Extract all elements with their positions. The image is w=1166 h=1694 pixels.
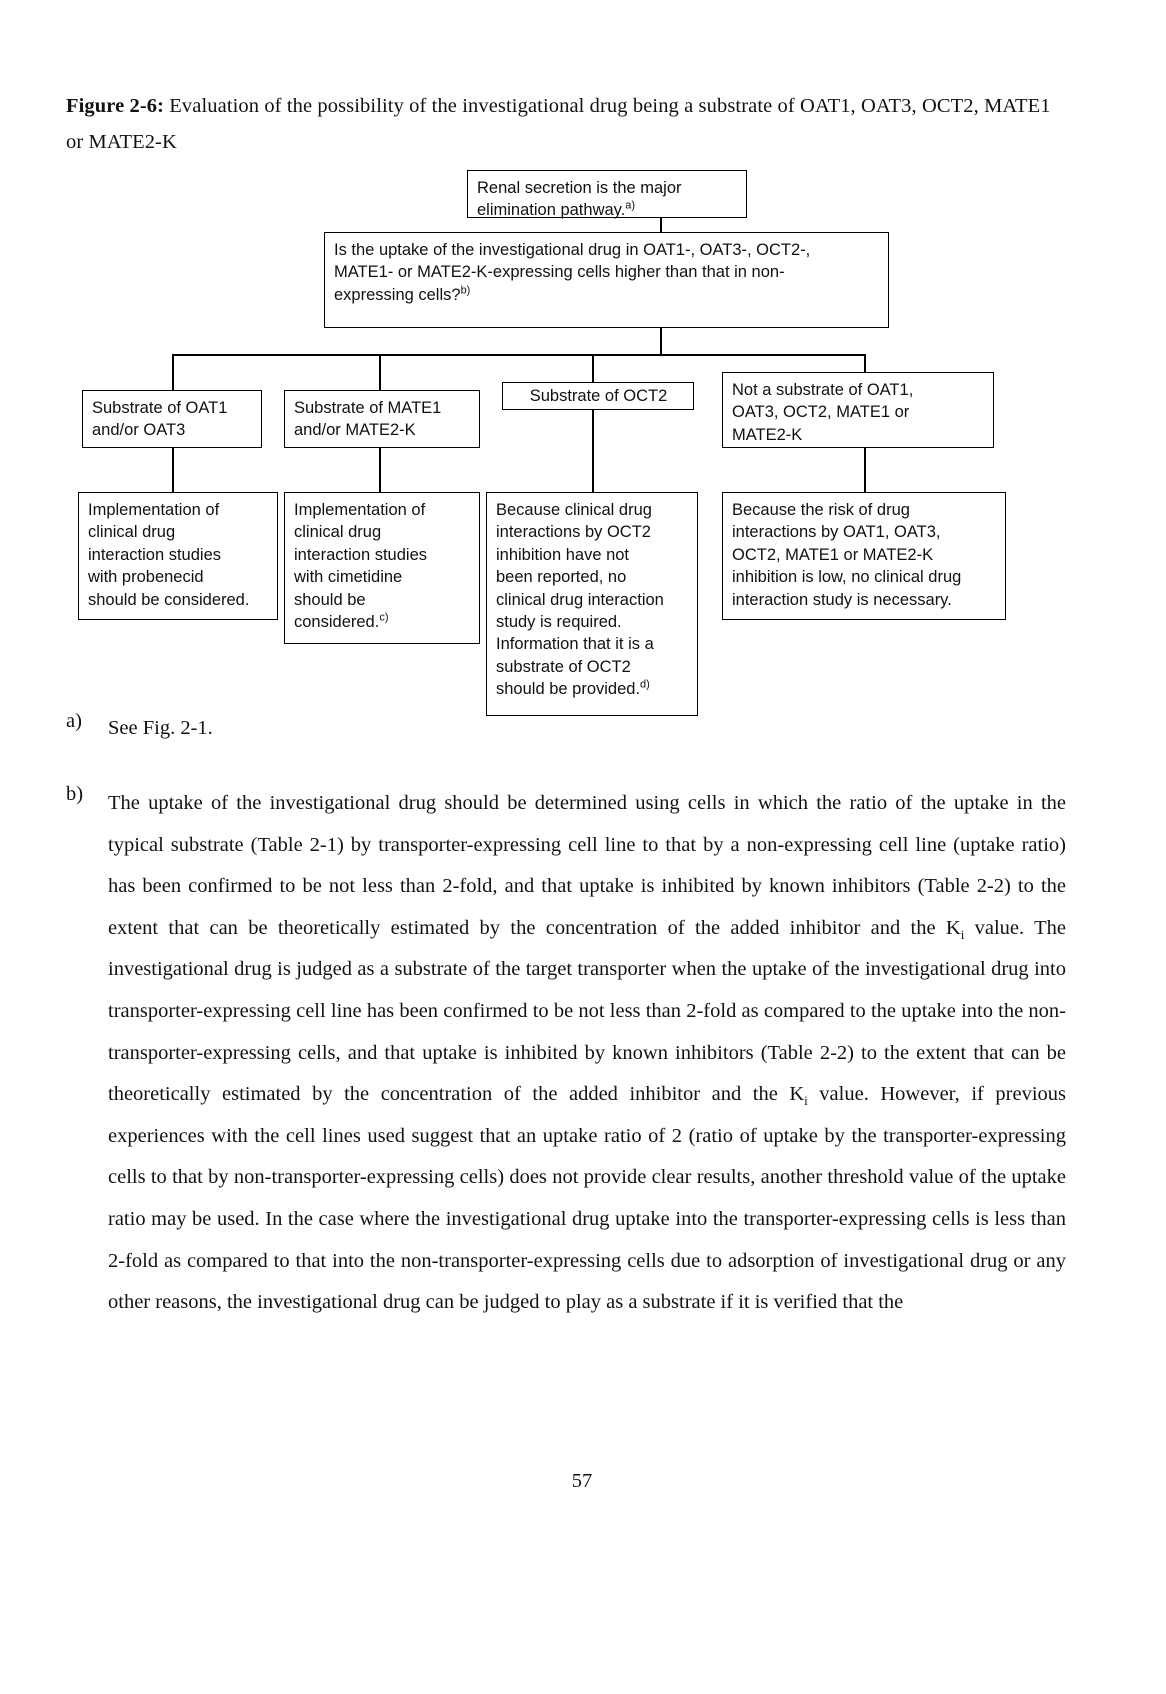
flow-box-outcome-cimetidine bbox=[284, 492, 480, 644]
uptake-question-line2: MATE1- or MATE2-K-expressing cells higher than that in non- bbox=[334, 263, 785, 282]
footnote-b-sub1: i bbox=[960, 926, 965, 942]
flow-box-uptake-question bbox=[324, 232, 889, 328]
substrate-oat1-line1: Substrate of OAT1 bbox=[92, 399, 228, 417]
flow-box-outcome-no-clinical-study bbox=[722, 492, 1006, 620]
outcome-low-risk-line4: inhibition is low, no clinical drug bbox=[732, 568, 962, 587]
outcome-oct2-footnote: d) bbox=[640, 678, 650, 691]
flow-box-substrate-oct2 bbox=[502, 382, 694, 410]
flowchart bbox=[62, 160, 1102, 720]
substrate-mate1-line1: Substrate of MATE1 bbox=[294, 399, 442, 417]
outcome-probenecid-line2: clinical drug bbox=[88, 523, 176, 542]
outcome-oct2-line5: clinical drug interaction bbox=[496, 590, 664, 609]
outcome-oct2-line1: Because clinical drug bbox=[496, 501, 652, 519]
footnote-a-text: See Fig. 2-1. bbox=[108, 717, 213, 739]
flow-box-outcome-probenecid bbox=[78, 492, 278, 620]
outcome-low-risk-line1: Because the risk of drug bbox=[732, 501, 910, 519]
outcome-cimetidine-footnote: c) bbox=[379, 611, 389, 624]
flow-box-outcome-oct2-no-study bbox=[486, 492, 698, 716]
outcome-oct2-line2: interactions by OCT2 bbox=[496, 523, 651, 542]
outcome-probenecid-line4: with probenecid bbox=[88, 568, 204, 587]
footnote-b-part1: The uptake of the investigational drug should be determined using cells in which the ratio of the uptake in the typical substrate (Table 2-1) by transporter-expressing cell line to that by a non-expressing cell line (uptake ratio) has been confirmed to be not less than 2-fold, and that uptake is inhibited by known inhibitors (Table 2-2) to the extent that can be theoretically estimated by the concentration of the added inhibitor and the K bbox=[108, 792, 1066, 939]
substrate-oct2-line1: Substrate of OCT2 bbox=[529, 387, 668, 405]
connector-oat1-to-outcome bbox=[172, 448, 174, 496]
not-substrate-line3: MATE2-K bbox=[732, 425, 803, 444]
flow-box-renal-secretion bbox=[467, 170, 747, 218]
outcome-probenecid-line5: should be considered. bbox=[88, 590, 250, 609]
uptake-question-line3: expressing cells? bbox=[334, 285, 461, 304]
flow-box-not-a-substrate bbox=[722, 372, 994, 448]
outcome-cimetidine-line3: interaction studies bbox=[294, 545, 427, 564]
figure-caption bbox=[66, 88, 1066, 160]
figure-caption-text: Evaluation of the possibility of the investigational drug being a substrate of OAT1, OAT3, OCT2, MATE1 or MATE2-K bbox=[66, 95, 1051, 153]
outcome-cimetidine-line2: clinical drug bbox=[294, 523, 382, 542]
footnote-b-part3: value. However, if previous experiences with the cell lines used suggest that an uptake ratio of 2 (ratio of uptake by the transporter-expressing cells to that by non-transporter-expressing cells) does not provide clear results, another threshold value of the uptake ratio may be used. In the case where the investigational drug uptake into the transporter-expressing cells is less than 2-fold as compared to that into the non-transporter-expressing cells due to adsorption of investigational drug or any other reasons, the investigational drug can be judged to play as a substrate if it is verified that the bbox=[108, 1083, 1066, 1314]
footnote-b-marker: b) bbox=[66, 783, 84, 805]
outcome-oct2-line3: inhibition have not bbox=[496, 545, 630, 564]
outcome-low-risk-line3: OCT2, MATE1 or MATE2-K bbox=[732, 545, 934, 564]
outcome-oct2-line9: should be provided. bbox=[496, 680, 641, 699]
not-substrate-line2: OAT3, OCT2, MATE1 or bbox=[732, 403, 910, 422]
renal-secretion-line1: Renal secretion is the major bbox=[477, 179, 682, 197]
outcome-oct2-line8: substrate of OCT2 bbox=[496, 657, 631, 676]
flow-box-substrate-oat1-oat3 bbox=[82, 390, 262, 448]
not-substrate-line1: Not a substrate of OAT1, bbox=[732, 381, 914, 399]
footnote-b-text bbox=[108, 783, 1066, 1324]
outcome-low-risk-line5: interaction study is necessary. bbox=[732, 590, 952, 609]
renal-secretion-line2: elimination pathway. bbox=[477, 201, 626, 220]
outcome-oct2-line4: been reported, no bbox=[496, 568, 627, 587]
footnote-b-part2: value. The investigational drug is judged as a substrate of the target transporter when the uptake of the investigational drug into transporter-expressing cell line has been confirmed to be not less than 2-fold as compared to the uptake into the non-transporter-expressing cells, and that uptake is inhibited by known inhibitors (Table 2-2) to the extent that can be theoretically estimated by the concentration of the added inhibitor and the K bbox=[108, 916, 1066, 1106]
outcome-cimetidine-line4: with cimetidine bbox=[294, 568, 403, 587]
outcome-oct2-line7: Information that it is a bbox=[496, 635, 654, 654]
page-number: 57 bbox=[571, 1470, 593, 1492]
connector-drop-oat1 bbox=[172, 354, 174, 392]
substrate-oat1-line2: and/or OAT3 bbox=[92, 421, 186, 440]
connector-branch-bus bbox=[172, 354, 864, 356]
substrate-mate1-line2: and/or MATE2-K bbox=[294, 421, 416, 440]
outcome-cimetidine-line5: should be bbox=[294, 590, 366, 609]
outcome-low-risk-line2: interactions by OAT1, OAT3, bbox=[732, 523, 941, 542]
connector-oct2-to-outcome bbox=[592, 410, 594, 496]
renal-secretion-footnote: a) bbox=[625, 199, 636, 212]
footnote-b-sub2: i bbox=[804, 1093, 808, 1109]
outcome-probenecid-line3: interaction studies bbox=[88, 545, 221, 564]
uptake-question-line1: Is the uptake of the investigational drug in OAT1-, OAT3-, OCT2-, bbox=[334, 241, 811, 259]
connector-drop-mate1 bbox=[379, 354, 381, 392]
outcome-oct2-line6: study is required. bbox=[496, 613, 622, 632]
connector-not-substrate-to-outcome bbox=[864, 448, 866, 496]
uptake-question-footnote: b) bbox=[460, 284, 471, 297]
outcome-cimetidine-line1: Implementation of bbox=[294, 501, 426, 519]
flow-box-substrate-mate1-mate2k bbox=[284, 390, 480, 448]
connector-question-stem bbox=[660, 328, 662, 354]
outcome-probenecid-line1: Implementation of bbox=[88, 501, 220, 519]
page-content-area bbox=[62, 0, 1102, 1694]
footnote-a-marker: a) bbox=[66, 710, 82, 732]
connector-mate1-to-outcome bbox=[379, 448, 381, 496]
figure-caption-label: Figure 2-6: bbox=[66, 95, 165, 117]
outcome-cimetidine-line6: considered. bbox=[294, 613, 380, 632]
